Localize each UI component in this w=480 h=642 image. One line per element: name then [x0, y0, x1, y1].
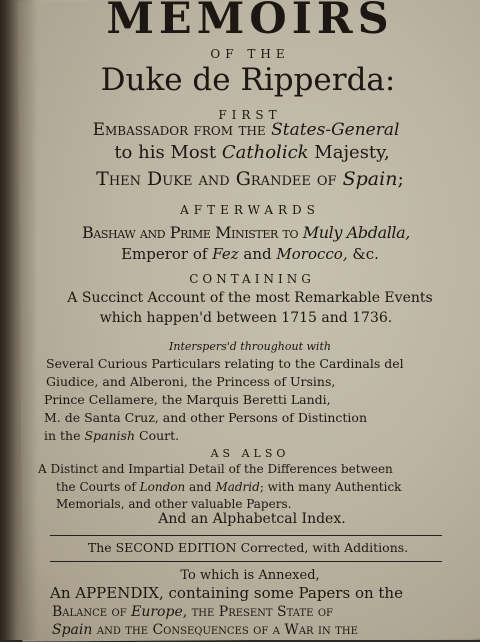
grandee-line: [20, 168, 480, 190]
majesty-text-b: Catholick: [221, 142, 309, 163]
embassador-text: Embassador from the: [92, 120, 266, 140]
bashaw-line: [16, 223, 476, 242]
muly-abdalla-text: Muly Abdalla,: [302, 223, 410, 242]
majesty-text-a: to his Most: [114, 142, 217, 163]
spain-text: Spain: [342, 168, 398, 190]
court-text-c: Court.: [139, 428, 180, 443]
balance-europe: Europe: [131, 604, 183, 620]
court-text-b: Spanish: [84, 428, 136, 443]
interspersed-line: [20, 340, 480, 353]
majesty-line: [22, 142, 480, 163]
emperor-text-a: Emperor of: [121, 245, 208, 263]
interspersed-text: Interspers'd throughout with: [169, 340, 331, 353]
courts-line: [56, 480, 476, 494]
particulars-line-3: Prince Cellamere, the Marquis Beretti Landi,: [44, 392, 331, 407]
memorials-line: Memorials, and other valuable Papers.: [56, 497, 292, 511]
courts-text-a: the Courts of: [56, 480, 136, 494]
particulars-line-1: Several Curious Particulars relating to the Cardinals del: [46, 356, 404, 371]
bashaw-text: Bashaw and Prime Minister to: [82, 223, 299, 242]
courts-and: and: [189, 480, 212, 494]
consequences-line: [52, 622, 472, 638]
rule-bottom: [50, 561, 442, 562]
of-the-line: OF THE: [210, 47, 290, 61]
duke-line: [18, 62, 478, 98]
particulars-line-5: [44, 428, 464, 443]
particulars-line-2: Giudice, and Alberoni, the Princess of Ursins,: [46, 374, 336, 389]
court-text-a: in the: [44, 428, 81, 443]
rule-top: [50, 535, 442, 536]
emperor-fez: Fez: [212, 245, 239, 263]
annexed-line: To which is Annexed,: [180, 568, 320, 583]
embassador-line: [16, 120, 476, 140]
emperor-line: [20, 245, 480, 263]
index-line: And an Alphabetcal Index.: [158, 511, 346, 527]
first-line: FIRST: [218, 108, 282, 122]
grandee-text: Then Duke and Grandee of: [96, 168, 337, 190]
consequences-text: and the Consequences of a War in the: [96, 622, 358, 638]
as-also-line: AS ALSO: [210, 447, 290, 460]
courts-london: London: [139, 480, 186, 494]
memoirs-heading: MEMOIRS: [106, 0, 394, 44]
grandee-semicolon: ;: [397, 168, 404, 190]
emperor-and: and: [243, 245, 272, 263]
happened-line: which happen'd between 1715 and 1736.: [99, 310, 393, 326]
account-line: A Succinct Account of the most Remarkable Events: [67, 290, 433, 306]
consequences-spain: Spain: [52, 622, 93, 638]
edition-line: The SECOND EDITION Corrected, with Additions.: [87, 540, 409, 555]
particulars-line-4: M. de Santa Cruz, and other Persons of Distinction: [44, 410, 368, 425]
afterwards-line: AFTERWARDS: [180, 203, 320, 217]
containing-line: CONTAINING: [189, 272, 315, 286]
emperor-morocco: Morocco,: [276, 245, 348, 263]
balance-text-c: , the Present State of: [182, 604, 333, 620]
balance-text-a: Balance of: [52, 604, 127, 620]
majesty-text-c: Majesty,: [314, 142, 390, 163]
duke-line-text: Duke de Ripperda:: [100, 62, 396, 98]
appendix-line: An APPENDIX, containing some Papers on the: [50, 584, 403, 602]
states-general-text: States-General: [271, 120, 400, 140]
courts-madrid: Madrid: [215, 480, 260, 494]
emperor-etc: &c.: [352, 245, 379, 263]
detail-line: A Distinct and Impartial Detail of the Differences between: [38, 462, 393, 476]
balance-line: [52, 604, 472, 620]
courts-text-e: ; with many Authentick: [259, 480, 402, 494]
